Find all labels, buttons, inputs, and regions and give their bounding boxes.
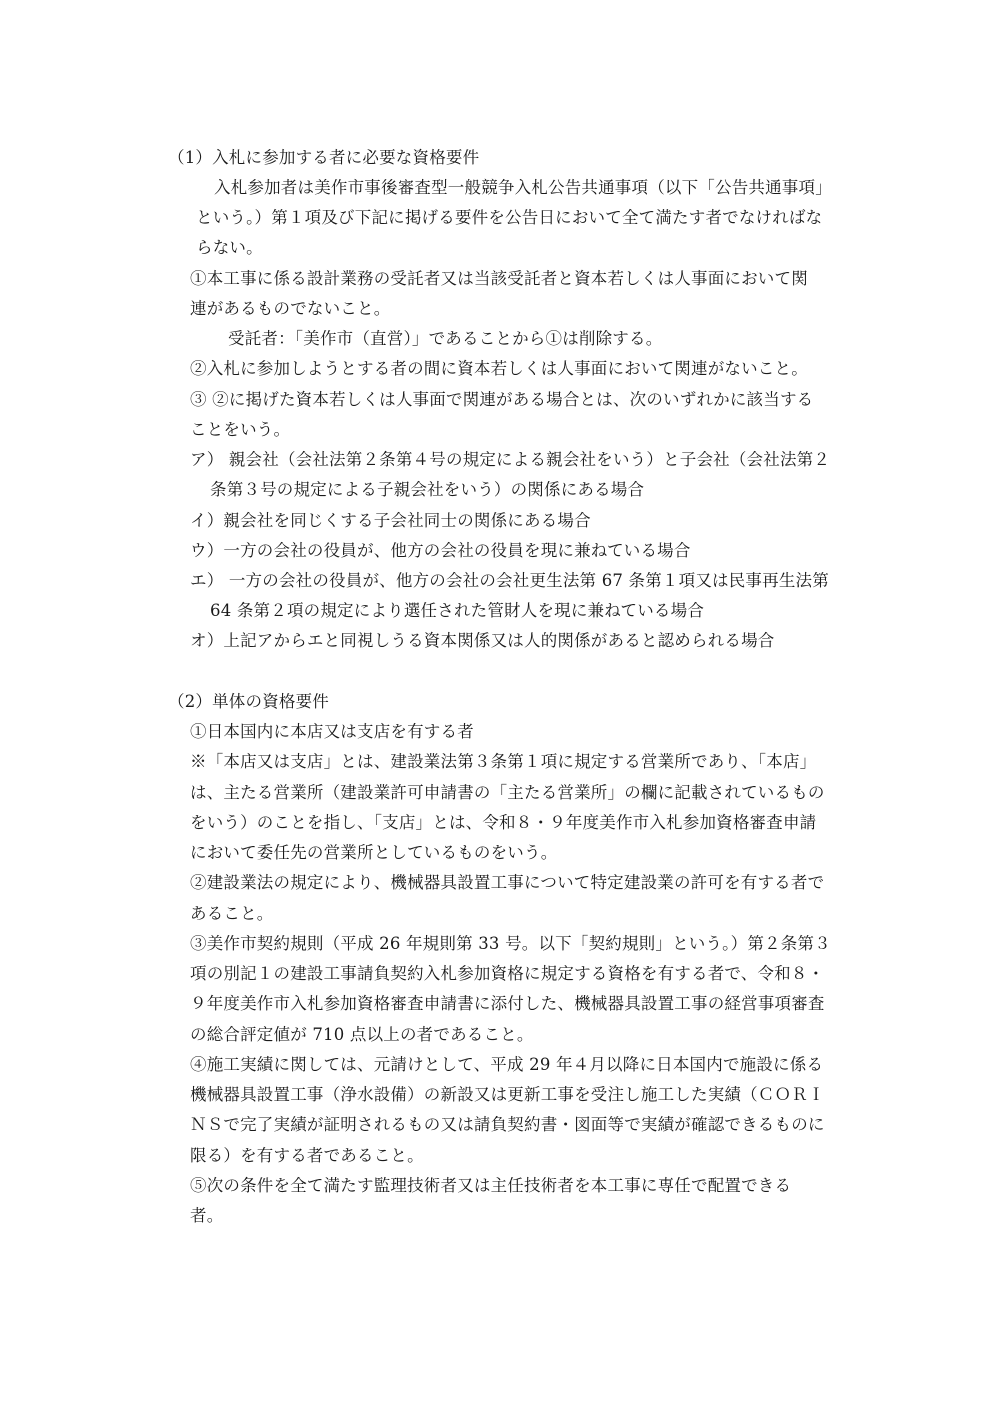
section2-note-line: ※「本店又は支店」とは、建設業法第３条第１項に規定する営業所であり、「本店」 <box>190 752 817 771</box>
section2-item3-line: ９年度美作市入札参加資格審査申請書に添付した、機械器具設置工事の経営事項審査 <box>190 994 825 1013</box>
section1-sub-a-line: 条第３号の規定による子親会社をいう）の関係にある場合 <box>210 480 645 499</box>
section1-intro-line: 入札参加者は美作市事後審査型一般競争入札公告共通事項（以下「公告共通事項」 <box>214 178 832 197</box>
section1-sub-e-line: エ） 一方の会社の役員が、他方の会社の会社更生法第 67 条第１項又は民事再生法第 <box>190 571 829 590</box>
section1-sub-o: オ）上記アからエと同視しうる資本関係又は人的関係があると認められる場合 <box>190 631 775 650</box>
section1-intro-line: らない。 <box>196 238 263 257</box>
section2-item3-line: ③美作市契約規則（平成 26 年規則第 33 号。以下「契約規則」という。）第２条第３ <box>190 934 831 953</box>
section2-item3-line: の総合評定値が 710 点以上の者であること。 <box>190 1025 534 1044</box>
section2-item4-line: ＮＳで完了実績が証明されるもの又は請負契約書・図面等で実績が確認できるものに <box>190 1115 825 1134</box>
section1-item3-line: ③ ②に掲げた資本若しくは人事面で関連がある場合とは、次のいずれかに該当する <box>190 390 814 409</box>
section2-item4-line: 機械器具設置工事（浄水設備）の新設又は更新工事を受注し施工した実績（ＣＯＲＩ <box>190 1085 825 1104</box>
section2-heading: （2）単体の資格要件 <box>168 692 329 711</box>
section1-sub-a-line: ア） 親会社（会社法第２条第４号の規定による親会社をいう）と子会社（会社法第２ <box>190 450 831 469</box>
section1-item1-note: 受託者：「美作市（直営）」であることから①は削除する。 <box>228 329 663 348</box>
section2-item4-line: 限る）を有する者であること。 <box>190 1146 424 1165</box>
section1-heading: （1）入札に参加する者に必要な資格要件 <box>168 148 480 167</box>
section1-item1-line: 連があるものでないこと。 <box>190 299 391 318</box>
section1-sub-u: ウ）一方の会社の役員が、他方の会社の役員を現に兼ねている場合 <box>190 541 691 560</box>
section2-item3-line: 項の別記１の建設工事請負契約入札参加資格に規定する資格を有する者で、令和８・ <box>190 964 825 983</box>
section1-sub-e-line: 64 条第２項の規定により選任された管財人を現に兼ねている場合 <box>210 601 705 620</box>
section1-item2: ②入札に参加しようとする者の間に資本若しくは人事面において関連がないこと。 <box>190 359 808 378</box>
section2-item4-line: ④施工実績に関しては、元請けとして、平成 29 年４月以降に日本国内で施設に係る <box>190 1055 824 1074</box>
section2-note-line: において委任先の営業所としているものをいう。 <box>190 843 558 862</box>
section1-intro-line: という。）第１項及び下記に掲げる要件を公告日において全て満たす者でなければな <box>196 208 823 227</box>
section1-item1-line: ①本工事に係る設計業務の受託者又は当該受託者と資本若しくは人事面において関 <box>190 269 808 288</box>
section2-item2-line: あること。 <box>190 904 274 923</box>
section2-note-line: をいう）のことを指し、「支店」とは、令和８・９年度美作市入札参加資格審査申請 <box>190 813 817 832</box>
section2-item1: ①日本国内に本店又は支店を有する者 <box>190 722 474 741</box>
section1-item3-line: ことをいう。 <box>190 420 291 439</box>
section2-item5-line: ⑤次の条件を全て満たす監理技術者又は主任技術者を本工事に専任で配置できる <box>190 1176 792 1195</box>
section2-item2-line: ②建設業法の規定により、機械器具設置工事について特定建設業の許可を有する者で <box>190 873 825 892</box>
section2-note-line: は、主たる営業所（建設業許可申請書の「主たる営業所」の欄に記載されているもの <box>190 783 825 802</box>
section2-item5-line: 者。 <box>190 1206 224 1225</box>
section1-sub-i: イ）親会社を同じくする子会社同士の関係にある場合 <box>190 511 591 530</box>
